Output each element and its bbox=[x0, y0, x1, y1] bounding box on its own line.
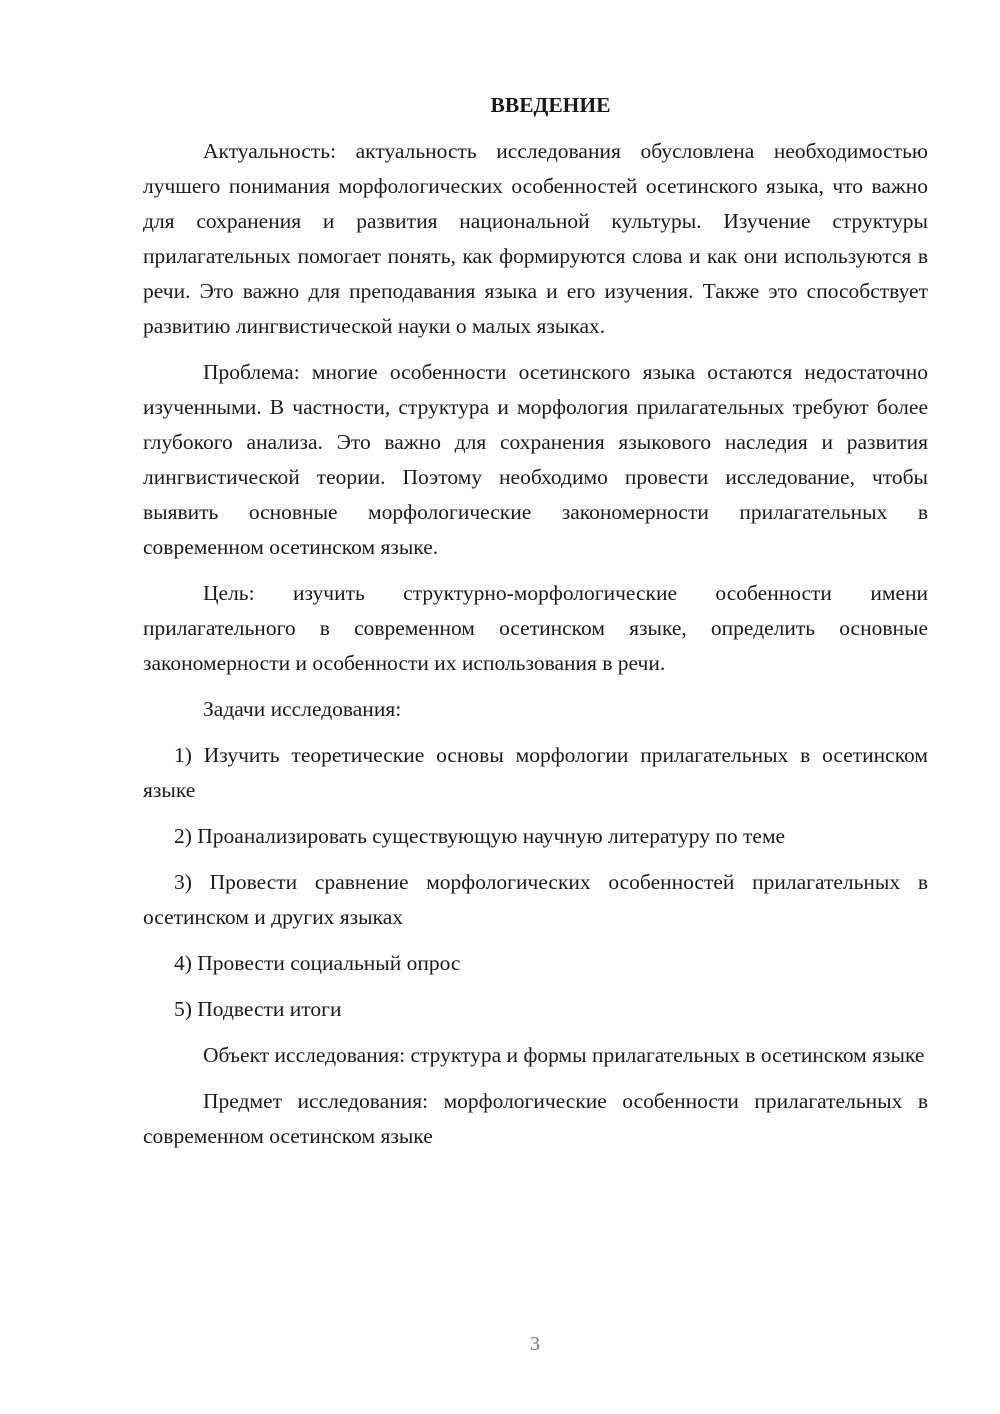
object-paragraph: Объект исследования: структура и формы прилагательных в осетинском языке bbox=[203, 1043, 925, 1067]
task-item: 2) Проанализировать существующую научную литературу по теме bbox=[174, 824, 786, 848]
relevance-paragraph: Актуальность: актуальность исследования обусловлена необходимостью лучшего понимания морфологических особенностей осетинского языка, что важно для сохранения и развития национальной культуры. Изучение структуры прилагательных помогает понять, как формируются слова и как они используются в речи. Это важно для преподавания языка и его изучения. Также это способствует развитию лингвистической науки о малых языках. bbox=[143, 139, 928, 338]
task-item: 5) Подвести итоги bbox=[174, 997, 342, 1021]
goal-paragraph: Цель: изучить структурно-морфологические особенности имени прилагательного в современном осетинском языке, определить основные закономерности и особенности их использования в речи. bbox=[143, 581, 928, 675]
section-title: ВВЕДЕНИЕ bbox=[490, 93, 611, 117]
task-item: 3) Провести сравнение морфологических особенностей прилагательных в осетинском и других языках bbox=[143, 870, 928, 929]
problem-paragraph: Проблема: многие особенности осетинского языка остаются недостаточно изученными. В частности, структура и морфология прилагательных требуют более глубокого анализа. Это важно для сохранения языкового наследия и развития лингвистической теории. Поэтому необходимо провести исследование, чтобы выявить основные морфологические закономерности прилагательных в современном осетинском языке. bbox=[143, 360, 928, 559]
document-page bbox=[143, 88, 928, 1165]
task-item: 4) Провести социальный опрос bbox=[174, 951, 461, 975]
tasks-heading: Задачи исследования: bbox=[203, 697, 402, 721]
task-item: 1) Изучить теоретические основы морфологии прилагательных в осетинском языке bbox=[143, 743, 928, 802]
page-number: 3 bbox=[530, 1333, 540, 1355]
subject-paragraph: Предмет исследования: морфологические особенности прилагательных в современном осетинском языке bbox=[143, 1089, 928, 1148]
